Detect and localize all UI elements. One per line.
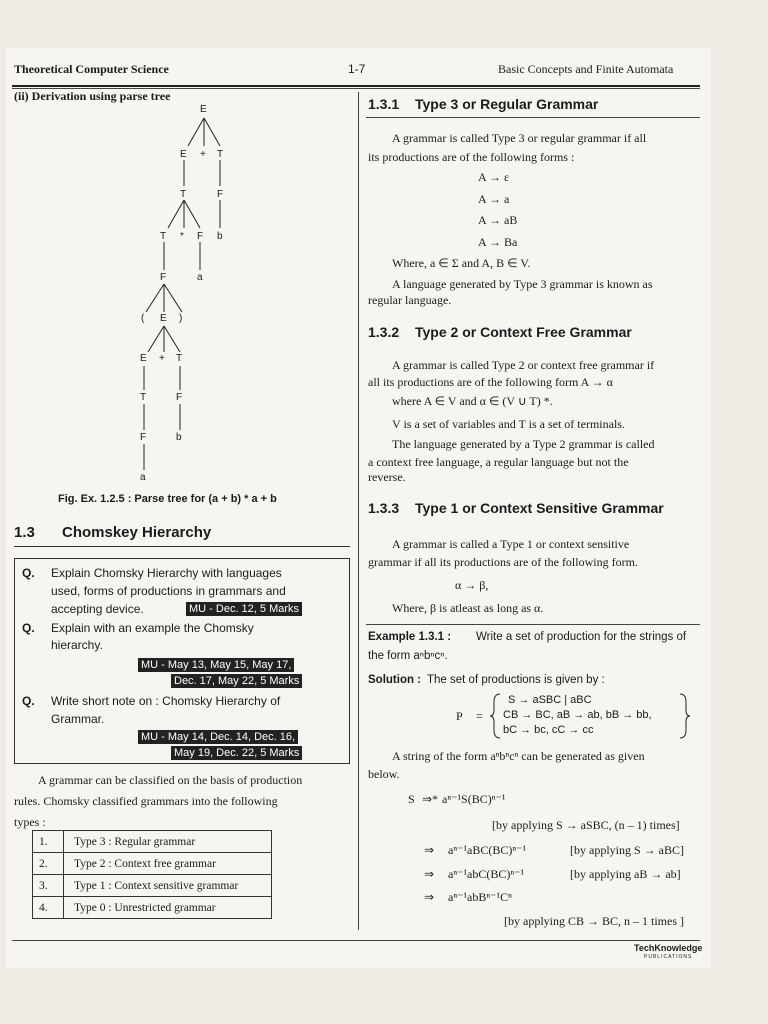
tree-node-lparen: ( xyxy=(141,313,145,324)
type-label: Type 2 : Context free grammar xyxy=(74,857,216,870)
tree-node-a: a xyxy=(197,272,203,283)
solution-text: The set of productions is given by : xyxy=(427,674,605,686)
subsection-number: 1.3.3 xyxy=(368,500,400,516)
derivation-arrow: ⇒ xyxy=(424,843,435,857)
equals-sign: = xyxy=(476,709,483,723)
tree-node-t: T xyxy=(180,189,187,200)
body-line: A grammar is called Type 2 or context free grammar if xyxy=(392,358,655,372)
tree-node-t: T xyxy=(160,231,167,242)
derivation-note: [by applying CB → BC, n – 1 times ] xyxy=(504,914,684,928)
column-divider xyxy=(358,92,359,930)
table-row xyxy=(33,875,271,897)
type-label: Type 1 : Context sensitive grammar xyxy=(74,879,239,892)
publisher-logo xyxy=(634,944,702,962)
exam-tag: May 19, Dec. 22, 5 Marks xyxy=(171,746,302,760)
question-mark: Q. xyxy=(22,694,35,708)
tree-node-plus: + xyxy=(159,353,165,364)
body-line: its productions are of the following forms : xyxy=(368,150,575,164)
body-line: A grammar is called Type 3 or regular grammar if all xyxy=(392,131,647,145)
production-rule: A → a xyxy=(478,192,510,206)
subsection-title: Type 1 or Context Sensitive Grammar xyxy=(415,500,664,516)
tree-node-e: E xyxy=(160,313,167,324)
intro-line: types : xyxy=(14,815,46,829)
production-rule: A → aB xyxy=(478,213,518,227)
tree-node-e: E xyxy=(140,353,147,364)
question-text-line: used, forms of productions in grammars and xyxy=(51,584,286,598)
derivation-arrow: ⇒ xyxy=(424,890,435,904)
body-line: A string of the form aⁿbⁿcⁿ can be generated as given xyxy=(392,749,645,763)
tree-node-plus: + xyxy=(200,149,206,160)
body-line: below. xyxy=(368,767,400,781)
body-line: A language generated by Type 3 grammar is known as xyxy=(392,277,653,291)
question-text-line: Explain with an example the Chomsky xyxy=(51,621,254,635)
type-number: 1. xyxy=(33,831,64,852)
derivation-note: [by applying aB → ab] xyxy=(570,867,681,881)
question-mark: Q. xyxy=(22,621,35,635)
question-text-line: Grammar. xyxy=(51,712,105,726)
question-text-line: Explain Chomsky Hierarchy with languages xyxy=(51,566,282,580)
tree-node-f: F xyxy=(176,392,183,403)
section-title: Chomskey Hierarchy xyxy=(62,524,212,541)
table-row xyxy=(33,831,271,853)
subsection-rule xyxy=(366,117,700,118)
exam-tag: MU - May 14, Dec. 14, Dec. 16, xyxy=(138,730,298,744)
derivation-rhs: aⁿ⁻¹aBC(BC)ⁿ⁻¹ xyxy=(448,843,527,857)
type-number: 3. xyxy=(33,875,64,896)
tree-node-star: * xyxy=(180,231,184,242)
header-rule xyxy=(12,85,700,87)
body-line: Where, β is atleast as long as α. xyxy=(392,601,544,615)
subsection-number: 1.3.2 xyxy=(368,324,400,340)
type-label: Type 3 : Regular grammar xyxy=(74,835,196,848)
production-rule: A → Ba xyxy=(478,235,518,249)
body-line: Where, a ∈ Σ and A, B ∈ V. xyxy=(392,256,531,270)
tree-node-t: T xyxy=(140,392,147,403)
derivation-lhs: S xyxy=(408,792,415,806)
intro-line: A grammar can be classified on the basis of production xyxy=(38,773,303,787)
question-mark: Q. xyxy=(22,566,35,580)
body-line: reverse. xyxy=(368,470,406,484)
tree-node-f: F xyxy=(197,231,204,242)
tree-node-f: F xyxy=(140,432,147,443)
derivation-arrow: ⇒ xyxy=(424,867,435,881)
grammar-types-table xyxy=(32,830,272,919)
type-number: 4. xyxy=(33,897,64,918)
derivation-note: [by applying S → aSBC, (n – 1) times] xyxy=(492,818,680,832)
intro-line: rules. Chomsky classified grammars into the following xyxy=(14,794,278,808)
tree-node-e-root: E xyxy=(200,104,207,115)
derivation-rhs: aⁿ⁻¹abC(BC)ⁿ⁻¹ xyxy=(448,867,525,881)
solution-label: Solution : xyxy=(368,674,422,686)
exam-tag: Dec. 17, May 22, 5 Marks xyxy=(171,674,302,688)
section-rule xyxy=(14,546,350,547)
derivation-rhs: aⁿ⁻¹S(BC)ⁿ⁻¹ xyxy=(442,792,506,806)
type-label: Type 0 : Unrestricted grammar xyxy=(74,901,216,914)
body-line: A grammar is called a Type 1 or context sensitive xyxy=(392,537,630,551)
question-text-line: accepting device. xyxy=(51,602,144,616)
tree-node-b: b xyxy=(176,432,182,443)
body-line: a context free language, a regular language but not the xyxy=(368,455,629,469)
example-text: Write a set of production for the strings of xyxy=(476,631,687,643)
body-line: grammar if all its productions are of the following form. xyxy=(368,555,638,569)
figure-caption: Fig. Ex. 1.2.5 : Parse tree for (a + b) * a + b xyxy=(58,493,277,505)
body-line: The language generated by a Type 2 grammar is called xyxy=(392,437,655,451)
page-number: 1-7 xyxy=(348,62,366,76)
footer-rule xyxy=(12,940,700,941)
derivation-title: (ii) Derivation using parse tree xyxy=(14,89,171,103)
production-set-label: P xyxy=(456,709,463,723)
derivation-rhs: aⁿ⁻¹abBⁿ⁻¹Cⁿ xyxy=(448,890,512,904)
tree-node-rparen: ) xyxy=(179,313,183,324)
table-row xyxy=(33,897,271,918)
body-line: where A ∈ V and α ∈ (V ∪ T) *. xyxy=(392,394,553,408)
exam-tag: MU - Dec. 12, 5 Marks xyxy=(186,602,302,616)
exam-tag: MU - May 13, May 15, May 17, xyxy=(138,658,294,672)
example-rule xyxy=(366,624,700,625)
body-line: V is a set of variables and T is a set of terminals. xyxy=(392,417,625,431)
body-line: all its productions are of the following form A → α xyxy=(368,375,613,389)
tree-node-f: F xyxy=(160,272,167,283)
tree-node-t: T xyxy=(217,149,224,160)
production-rule: α → β, xyxy=(455,578,489,592)
tree-node-t: T xyxy=(176,353,183,364)
body-line: regular language. xyxy=(368,293,452,307)
tree-node-e: E xyxy=(180,149,187,160)
production-line: S → aSBC | aBC xyxy=(508,694,592,706)
derivation-arrow: ⇒* xyxy=(422,792,439,806)
example-text: the form aⁿbⁿcⁿ. xyxy=(368,650,448,662)
type-number: 2. xyxy=(33,853,64,874)
table-row xyxy=(33,853,271,875)
tree-node-a: a xyxy=(140,472,146,483)
production-rule: A → ε xyxy=(478,170,510,184)
question-text-line: Write short note on : Chomsky Hierarchy of xyxy=(51,694,281,708)
derivation-note: [by applying S → aBC] xyxy=(570,843,684,857)
publisher-brand: TechKnowledge xyxy=(634,943,703,953)
subsection-title: Type 3 or Regular Grammar xyxy=(415,96,599,112)
production-line: bC → bc, cC → cc xyxy=(503,724,594,736)
subsection-number: 1.3.1 xyxy=(368,96,400,112)
publisher-sub: PUBLICATIONS xyxy=(644,954,693,960)
running-header-left: Theoretical Computer Science xyxy=(14,62,169,76)
production-line: CB → BC, aB → ab, bB → bb, xyxy=(503,709,652,721)
tree-node-b: b xyxy=(217,231,223,242)
tree-node-f: F xyxy=(217,189,224,200)
subsection-title: Type 2 or Context Free Grammar xyxy=(415,324,632,340)
running-header-right: Basic Concepts and Finite Automata xyxy=(498,62,674,76)
section-number: 1.3 xyxy=(14,524,35,541)
example-label: Example 1.3.1 : xyxy=(368,631,452,643)
question-text-line: hierarchy. xyxy=(51,638,103,652)
